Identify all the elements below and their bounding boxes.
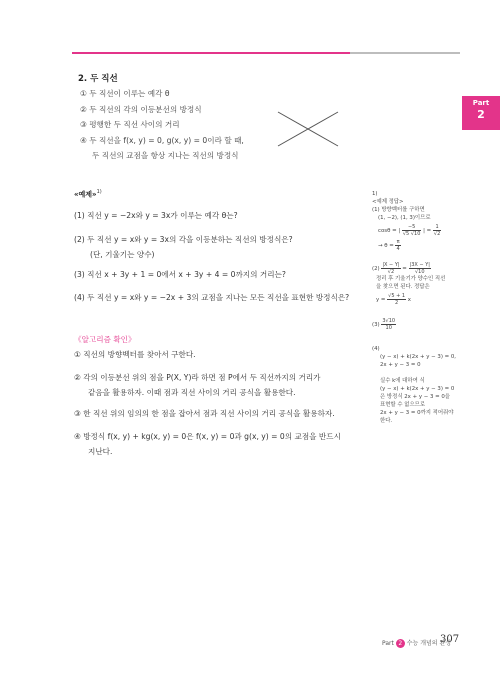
algorithm-item: ① 직선의 방향벡터를 찾아서 구한다.	[74, 350, 196, 359]
fraction	[433, 224, 441, 237]
sidebar-s4-note: 은 방정식 2x + y − 3 = 0을	[380, 394, 450, 400]
header-rule-gray	[350, 52, 460, 54]
sidebar-s4-note: 실수 k에 대하여 식	[380, 378, 425, 384]
examples-label-wrap	[74, 189, 102, 200]
ans-lhs: y =	[376, 297, 386, 303]
frac-den: √5 √10	[402, 231, 421, 237]
sidebar-s2-text: 정리 후 기울기가 양수인 직선	[376, 276, 446, 282]
footer-part-number: 2	[398, 640, 403, 647]
frac-den: √2	[433, 231, 441, 237]
question-2-note: (단, 기울기는 양수)	[90, 250, 155, 259]
equals: =	[426, 228, 432, 234]
frac-num: √5 + 1	[388, 293, 406, 299]
abs-bar: |	[398, 228, 401, 234]
sidebar-s1-title: (1) 방향벡터를 구하면	[372, 207, 425, 213]
cos-label: cosθ =	[378, 228, 397, 234]
frac-num: 1	[433, 224, 441, 231]
footer-part-badge	[396, 639, 405, 648]
section-item: 두 직선의 교점을 항상 지나는 직선의 방정식	[92, 151, 239, 160]
fraction	[409, 262, 431, 275]
frac-den: 10	[385, 325, 392, 331]
sidebar-answers	[372, 190, 460, 425]
footer-title: 수능 개념의 완성	[406, 640, 452, 647]
sidebar-s2-eq	[372, 262, 460, 275]
sidebar-s1-result	[372, 239, 460, 252]
crossing-lines-figure	[276, 110, 340, 148]
footer-part: Part	[382, 640, 394, 647]
frac-num: π	[396, 239, 400, 245]
sidebar-s1-vectors: (1, −2), (1, 3)이므로	[378, 215, 431, 221]
section-item: ③ 평행한 두 직선 사이의 거리	[80, 120, 180, 129]
part-tab-number: 2	[477, 108, 485, 121]
sidebar-s3	[372, 318, 460, 331]
page-number: 307	[440, 634, 460, 645]
frac-num: |X − Y|	[382, 262, 400, 268]
algorithm-item: ② 각의 이등분선 위의 점을 P(X, Y)라 하면 점 P에서 두 직선까지의 거리가	[74, 373, 321, 382]
sidebar-s4-line: 2x + y − 3 = 0	[380, 362, 421, 368]
frac-den: √10	[414, 269, 425, 275]
sidebar-s4-note: (y − x) + k(2x + y − 3) = 0	[380, 386, 455, 392]
sidebar-s4-note: 표현할 수 없으므로	[380, 402, 426, 408]
frac-den: 2	[395, 300, 399, 306]
part-tab[interactable]	[462, 96, 500, 130]
fraction	[395, 239, 400, 252]
s3-label: (3)	[372, 322, 380, 328]
section-title: 2. 두 직선	[78, 74, 118, 84]
header-rule-pink	[72, 52, 350, 54]
fraction	[387, 293, 406, 306]
ans-x: x	[407, 297, 411, 303]
fraction	[381, 262, 400, 275]
sidebar-s4-note: 한다.	[380, 418, 393, 424]
s2-label: (2)	[372, 266, 380, 272]
algorithm-label: 《알고리즘 확인》	[74, 335, 136, 344]
fraction	[402, 224, 422, 237]
examples-label: «예제»	[74, 190, 97, 199]
examples-footnote-ref: 1)	[96, 189, 102, 195]
frac-den: √2	[387, 269, 395, 275]
sidebar-s2-answer	[372, 293, 460, 306]
frac-num: −5	[402, 224, 422, 231]
sidebar-s4-note: 2x + y − 3 = 0까지 적어줘야	[380, 410, 454, 416]
frac-num: 3√10	[382, 318, 396, 324]
sidebar-s4-line: (y − x) + k(2x + y − 3) = 0,	[380, 354, 457, 360]
sidebar-s4-label: (4)	[372, 346, 380, 352]
question-3: (3) 직선 x + 3y + 1 = 0에서 x + 3y + 4 = 0까지의 거리는?	[74, 270, 286, 279]
sidebar-s2-text: 을 찾으면 된다. 정답은	[376, 284, 430, 290]
abs-bar: |	[423, 228, 425, 234]
algorithm-item-cont: 같음을 활용하자. 이때 점과 직선 사이의 거리 공식을 활용한다.	[88, 388, 296, 397]
sidebar-s1-cos	[372, 224, 460, 237]
algorithm-item: ④ 방정식 f(x, y) + kg(x, y) = 0은 f(x, y) = 0과 g(x, y) = 0의 교점을 반드시	[74, 432, 341, 441]
algorithm-item-cont: 지난다.	[88, 447, 113, 456]
sidebar-num: 1)	[372, 191, 378, 197]
algorithm-item: ③ 한 직선 위의 임의의 한 점을 잡아서 점과 직선 사이의 거리 공식을 활용하자.	[74, 409, 335, 418]
result-arrow: → θ =	[378, 243, 394, 249]
section-item: ④ 두 직선을 f(x, y) = 0, g(x, y) = 0이라 할 때,	[80, 135, 244, 145]
section-item: ① 두 직선이 이루는 예각 θ	[80, 89, 170, 98]
sidebar-head: <예제 정답>	[372, 199, 404, 205]
question-2: (2) 두 직선 y = x와 y = 3x의 각을 이등분하는 직선의 방정식은?	[74, 235, 293, 244]
frac-num: |3X − Y|	[409, 262, 430, 268]
question-4: (4) 두 직선 y = x와 y = −2x + 3의 교점을 지나는 모든 직선을 표현한 방정식은?	[74, 293, 350, 302]
frac-den: 4	[396, 246, 400, 252]
fraction	[381, 318, 396, 331]
section-item: ② 두 직선의 각의 이등분선의 방정식	[80, 104, 202, 114]
part-tab-label: Part	[472, 99, 490, 107]
section-list	[80, 86, 244, 164]
equals: =	[402, 266, 407, 272]
question-1: (1) 직선 y = −2x와 y = 3x가 이루는 예각 θ는?	[74, 211, 238, 220]
